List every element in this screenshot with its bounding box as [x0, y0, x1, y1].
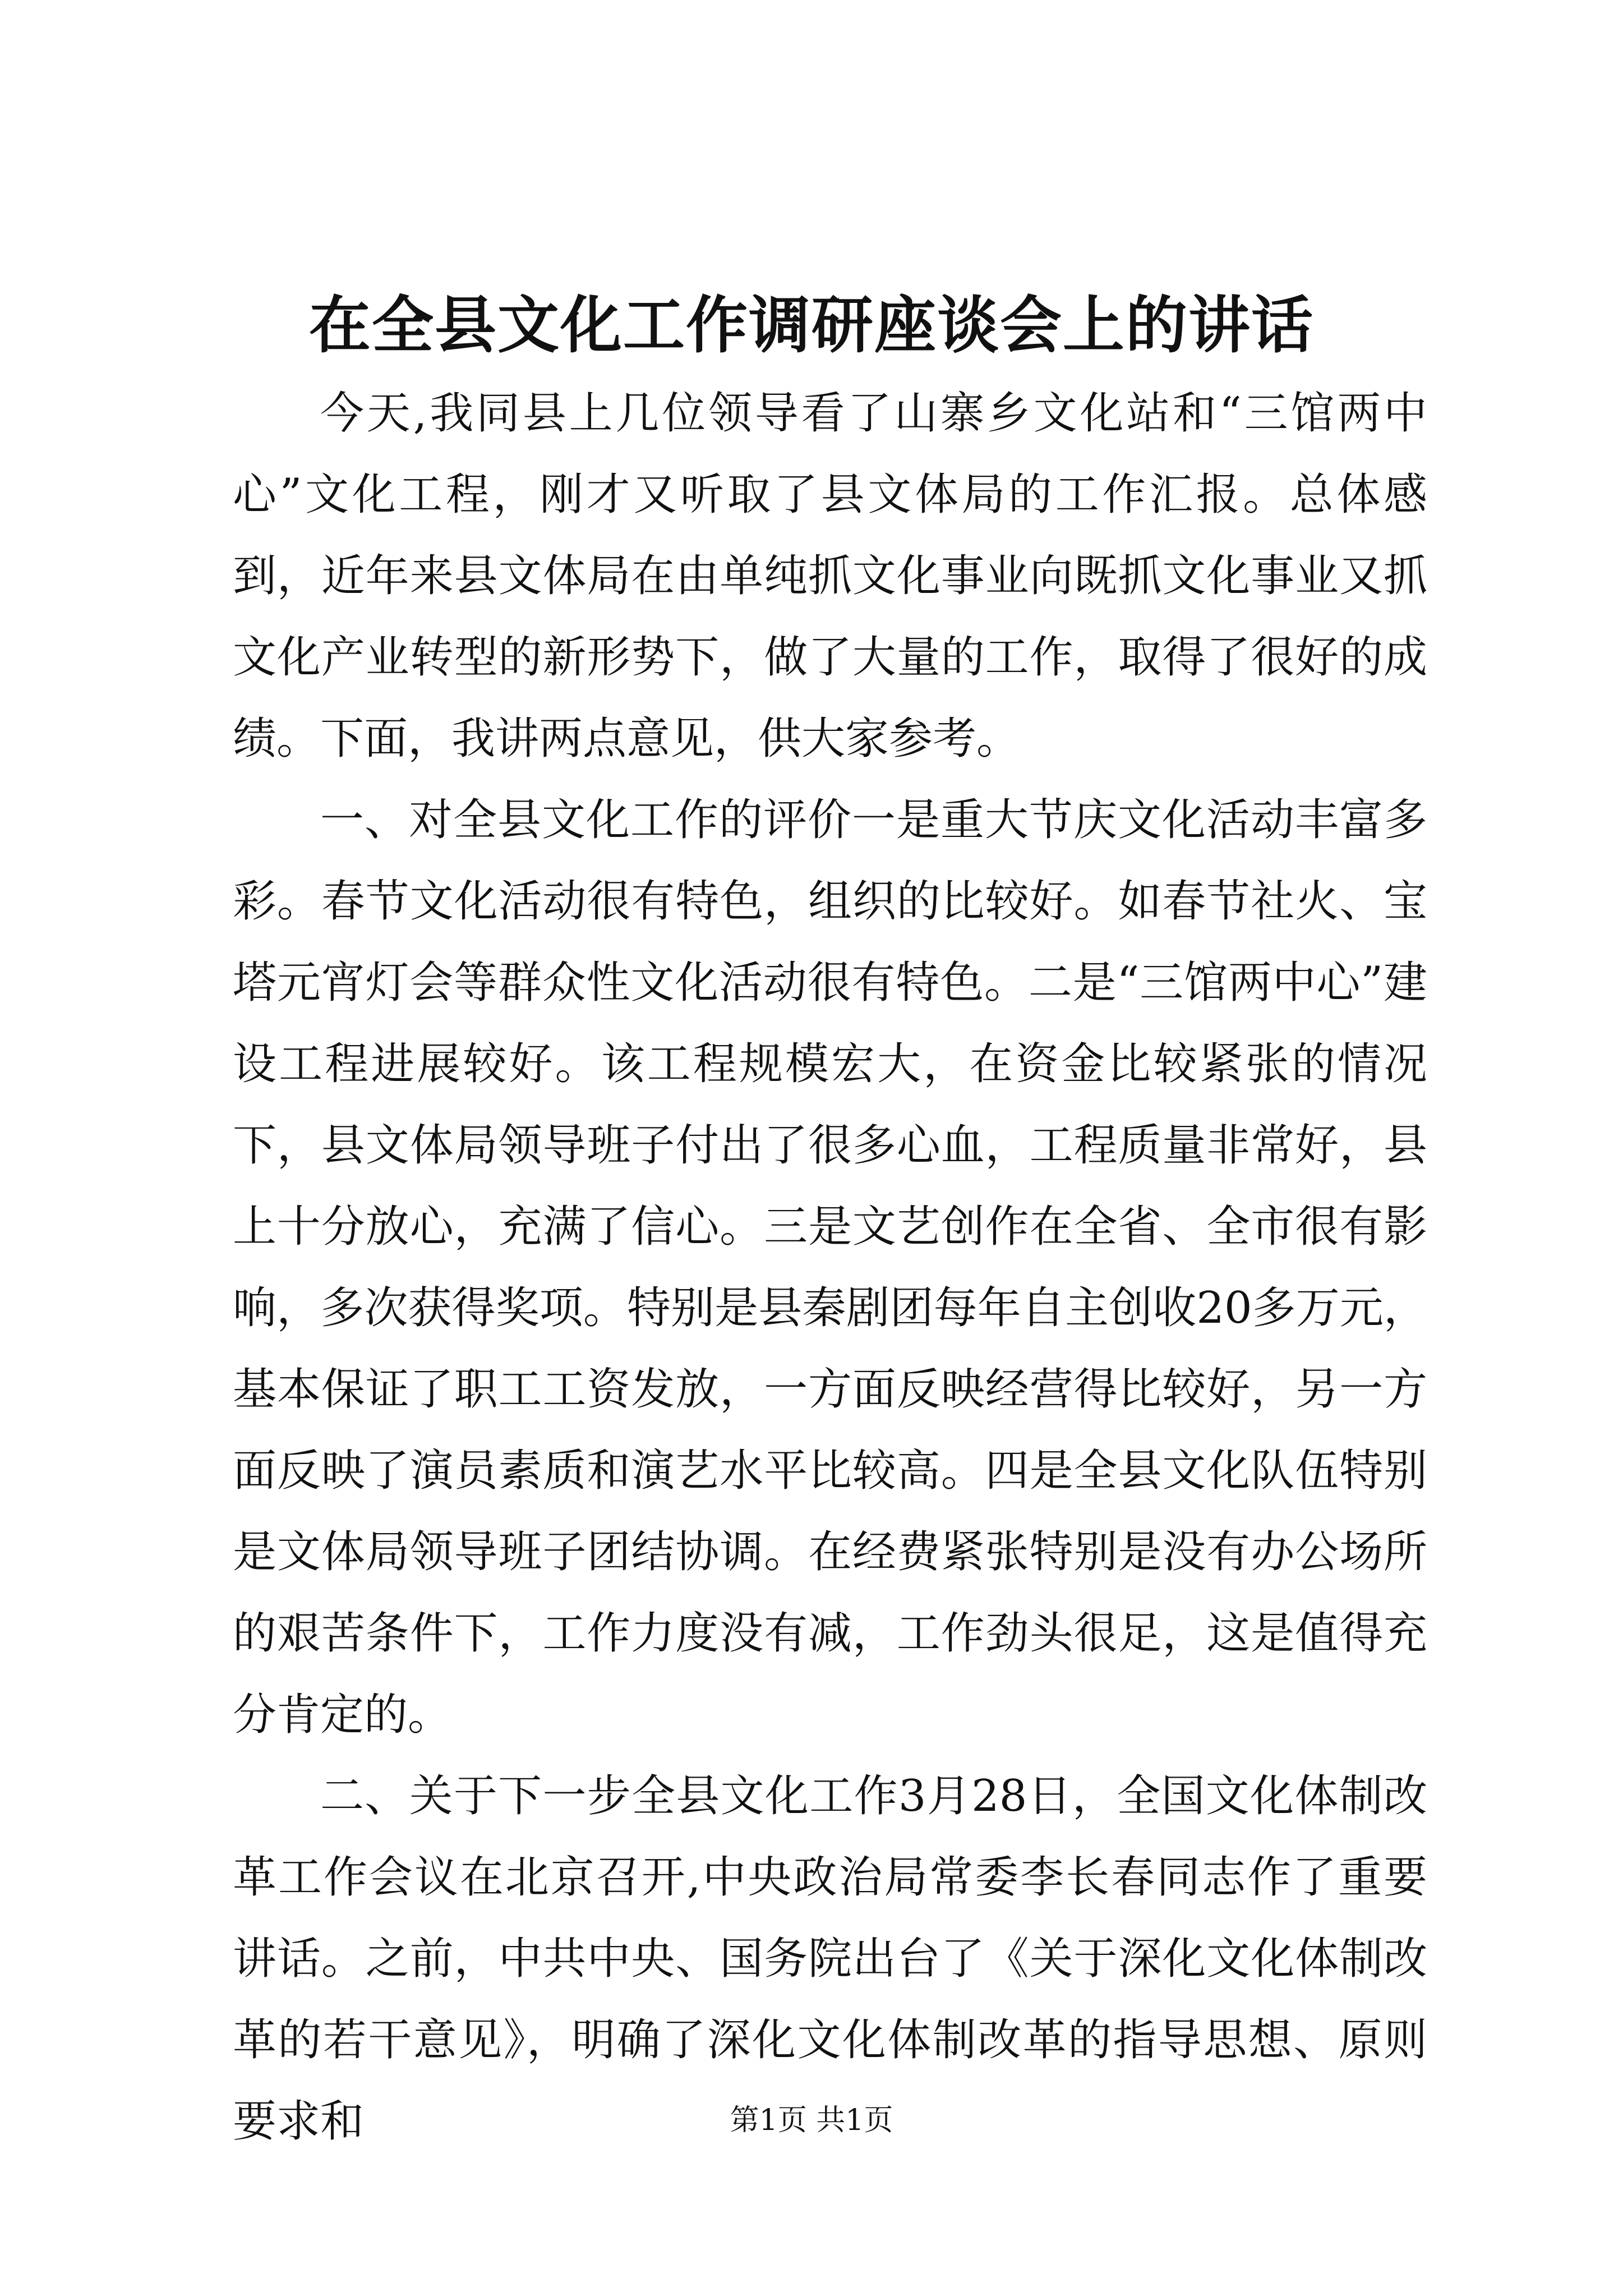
document-body: [233, 373, 1427, 2162]
page-number-footer: 第1页 共1页: [730, 2104, 893, 2137]
paragraph-section-two: 二、关于下一步全县文化工作3月28日，全国文化体制改革工作会议在北京召开,中央政治局常委李长春同志作了重要讲话。之前，中共中央、国务院出台了《关于深化文化体制改革的若干意见》，明确了深化文化体制改革的指导思想、原则要求和: [233, 1771, 1427, 2147]
paragraph-section-one: 一、对全县文化工作的评价一是重大节庆文化活动丰富多彩。春节文化活动很有特色，组织的比较好。如春节社火、宝塔元宵灯会等群众性文化活动很有特色。二是“三馆两中心”建设工程进展较好。该工程规模宏大，在资金比较紧张的情况下，县文体局领导班子付出了很多心血，工程质量非常好，县上十分放心，充满了信心。三是文艺创作在全省、全市很有影响，多次获得奖项。特别是县秦剧团每年自主创收20多万元，基本保证了职工工资发放，一方面反映经营得比较好，另一方面反映了演员素质和演艺水平比较高。四是全县文化队伍特别是文体局领导班子团结协调。在经费紧张特别是没有办公场所的艰苦条件下，工作力度没有减，工作劲头很足，这是值得充分肯定的。: [233, 795, 1427, 1740]
document-title: 在全县文化工作调研座谈会上的讲话: [309, 289, 1314, 361]
paragraph-intro: 今天,我同县上几位领导看了山寨乡文化站和“三馆两中心”文化工程，刚才又听取了县文体局的工作汇报。总体感到，近年来县文体局在由单纯抓文化事业向既抓文化事业又抓文化产业转型的新形势下，做了大量的工作，取得了很好的成绩。下面，我讲两点意见，供大家参考。: [233, 388, 1427, 764]
